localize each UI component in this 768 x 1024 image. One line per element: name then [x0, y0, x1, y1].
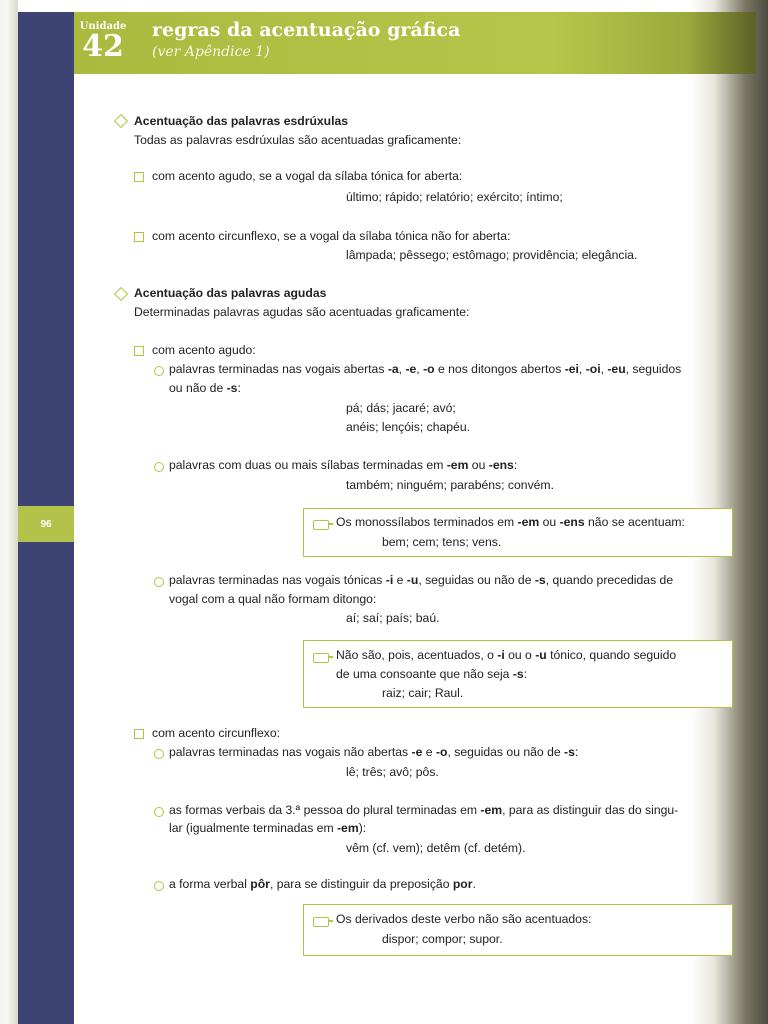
- rule-text: palavras com duas ou mais sílabas terminadas em -em ou -ens:: [169, 458, 518, 472]
- examples-text: último; rápido; relatório; exército; íntimo;: [346, 190, 563, 204]
- circle-bullet-icon: [154, 462, 164, 472]
- note-examples: bem; cem; tens; vens.: [382, 535, 502, 549]
- rule-text: lar (igualmente terminadas em -em):: [169, 821, 367, 835]
- section-title-agudas: Acentuação das palavras agudas: [134, 286, 327, 300]
- pointing-hand-icon: [313, 917, 329, 927]
- square-bullet-icon: [134, 729, 144, 739]
- rule-text: palavras terminadas nas vogais tónicas -i e -u, seguidas ou não de -s, quando precedidas de: [169, 573, 674, 587]
- note-text: Os derivados deste verbo não são acentuados:: [336, 912, 592, 926]
- subheading-acento-circunflexo: com acento circunflexo:: [152, 726, 281, 740]
- rule-text: a forma verbal pôr, para se distinguir da preposição por.: [169, 877, 476, 891]
- note-examples: raiz; cair; Raul.: [382, 686, 464, 700]
- rule-text: palavras terminadas nas vogais não abertas -e e -o, seguidas ou não de -s:: [169, 745, 579, 759]
- diamond-bullet-icon: [114, 114, 128, 128]
- examples-text: anéis; lençóis; chapéu.: [346, 420, 470, 434]
- rule-text: com acento circunflexo, se a vogal da sílaba tónica não for aberta:: [152, 229, 511, 243]
- rule-text: vogal com a qual não formam ditongo:: [169, 592, 377, 606]
- circle-bullet-icon: [154, 577, 164, 587]
- examples-text: lê; três; avô; pôs.: [346, 765, 439, 779]
- circle-bullet-icon: [154, 749, 164, 759]
- pointing-hand-icon: [313, 520, 329, 530]
- page-number: 96: [40, 518, 52, 530]
- section-title-esdruxulas: Acentuação das palavras esdrúxulas: [134, 114, 349, 128]
- rule-text: palavras terminadas nas vogais abertas -a, -e, -o e nos ditongos abertos -ei, -oi, -eu, seguidos: [169, 362, 682, 376]
- examples-text: lâmpada; pêssego; estômago; providência; elegância.: [346, 248, 638, 262]
- section-intro-agudas: Determinadas palavras agudas são acentuadas graficamente:: [134, 305, 470, 319]
- circle-bullet-icon: [154, 881, 164, 891]
- pointing-hand-icon: [313, 653, 329, 663]
- note-text: de uma consoante que não seja -s:: [336, 667, 528, 681]
- examples-text: vêm (cf. vem); detêm (cf. detém).: [346, 841, 526, 855]
- square-bullet-icon: [134, 232, 144, 242]
- square-bullet-icon: [134, 346, 144, 356]
- diamond-bullet-icon: [114, 287, 128, 301]
- page-subtitle: (ver Apêndice 1): [152, 44, 270, 60]
- circle-bullet-icon: [154, 366, 164, 376]
- subheading-acento-agudo: com acento agudo:: [152, 343, 256, 357]
- rule-text: as formas verbais da 3.ª pessoa do plural terminadas em -em, para as distinguir das do singu-: [169, 803, 679, 817]
- examples-text: também; ninguém; parabéns; convém.: [346, 478, 554, 492]
- rule-text: ou não de -s:: [169, 381, 241, 395]
- unit-label: Unidade: [79, 21, 127, 32]
- section-intro-esdruxulas: Todas as palavras esdrúxulas são acentuadas graficamente:: [134, 133, 462, 147]
- rule-text: com acento agudo, se a vogal da sílaba tónica for aberta:: [152, 169, 463, 183]
- note-text: Não são, pois, acentuados, o -i ou o -u tónico, quando seguido: [336, 648, 677, 662]
- square-bullet-icon: [134, 172, 144, 182]
- note-text: Os monossílabos terminados em -em ou -ens não se acentuam:: [336, 515, 685, 529]
- unit-number: 42: [82, 29, 124, 64]
- examples-text: pá; dás; jacaré; avó;: [346, 401, 456, 415]
- page-title: regras da acentuação gráfica: [152, 19, 461, 41]
- note-examples: dispor; compor; supor.: [382, 932, 503, 946]
- examples-text: aí; saí; país; baú.: [346, 611, 440, 625]
- circle-bullet-icon: [154, 807, 164, 817]
